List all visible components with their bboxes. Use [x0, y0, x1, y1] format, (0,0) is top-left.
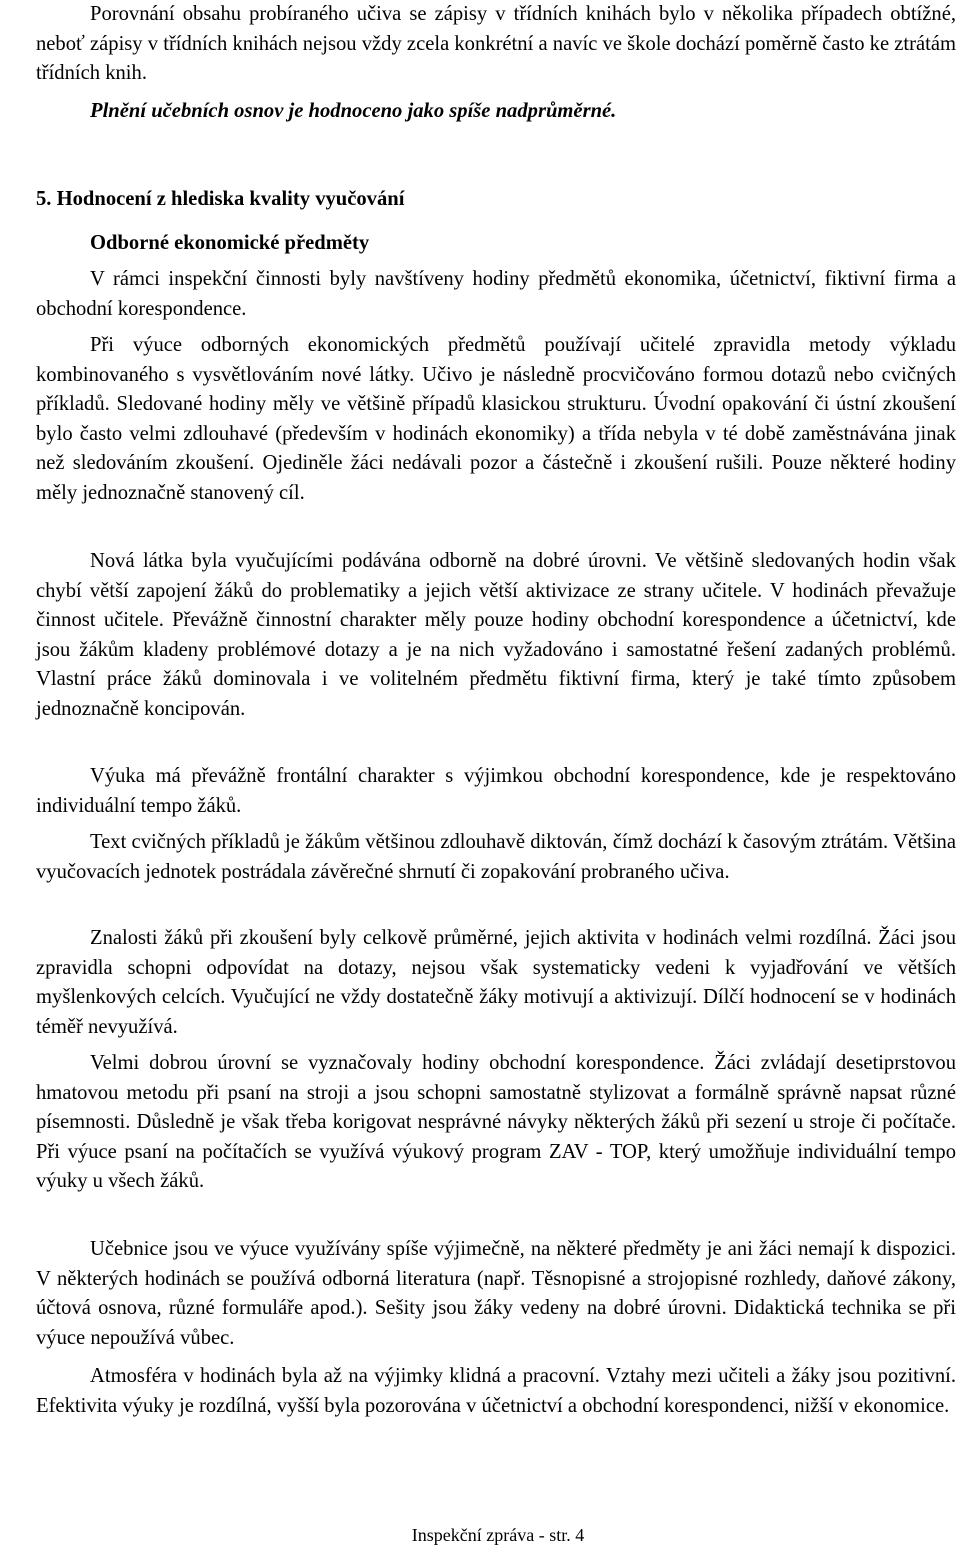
page-footer: Inspekční zpráva - str. 4 [411, 1525, 585, 1545]
teaching-methods-paragraph: Při výuce odborných ekonomických předmětů používají učitelé zpravidla metody výkladu kombinovaného s vysvětlováním nové látky. Učivo je následně procvičováno formou dotazů nebo cvičných příkladů. Sledované hodiny měly ve většině případů klasickou strukturu. Úvodní opakování či ústní zkoušení bylo často velmi zdlouhavé (především v hodinách ekonomiky) a třída nebyla v té době zaměstnávána jinak než sledováním zkoušení. Ojediněle žáci nedávali pozor a částečně i zkoušení rušili. Pouze některé hodiny měly jednoznačně stanovený cíl. [36, 334, 956, 504]
textbooks-paragraph: Učebnice jsou ve výuce využívány spíše výjimečně, na některé předměty je ani žáci nemají k dispozici. V některých hodinách se používá odborná literatura (např. Těsnopisné a strojopisné rozhledy, daňové zákony, účtová osnova, různé formuláře apod.). Sešity jsou žáky vedeny na dobré úrovni. Didaktická technika se při výuce nepoužívá vůbec. [36, 1238, 956, 1349]
atmosphere-paragraph: Atmosféra v hodinách byla až na výjimky klidná a pracovní. Vztahy mezi učiteli a žáky jsou pozitivní. Efektivita výuky je rozdílná, vyšší byla pozorována v účetnictví a obchodní korespondenci, nižší v ekonomice. [36, 1365, 956, 1417]
intro-paragraph: Porovnání obsahu probíraného učiva se zápisy v třídních knihách bylo v několika případech obtížné, neboť zápisy v třídních knihách nejsou vždy zcela konkrétní a navíc ve škole dochází poměrně často ke ztrátám třídních knih. [36, 3, 956, 85]
pupil-knowledge-paragraph: Znalosti žáků při zkoušení byly celkově průměrné, jejich aktivita v hodinách velmi rozdílná. Žáci jsou zpravidla schopni odpovídat na dotazy, nejsou však systematicky vedeni k vyjadřování ve větších myšlenkových celcích. Vyučující ne vždy dostatečně žáky motivují a aktivizují. Dílčí hodnocení se v hodinách téměř nevyužívá. [36, 927, 956, 1038]
exercise-dictation-paragraph: Text cvičných příkladů je žákům většinou zdlouhavě diktován, čímž dochází k časovým ztrátám. Většina vyučovacích jednotek postrádala závěrečné shrnutí či zopakování probraného učiva. [36, 831, 956, 883]
new-material-paragraph: Nová látka byla vyučujícími podávána odborně na dobré úrovni. Ve většině sledovaných hodin však chybí větší zapojení žáků do problematiky a jejich větší aktivizace ze strany učitele. V hodinách převažuje činnost učitele. Převážně činnostní charakter měly pouze hodiny obchodní korespondence a účetnictví, kde jsou žákům kladeny problémové dotazy a je na nich vyžadováno i samostatné řešení zadaných problémů. Vlastní práce žáků dominovala i ve volitelném předmětu fiktivní firma, který je také tímto způsobem jednoznačně koncipován. [36, 550, 956, 720]
section-heading: 5. Hodnocení z hlediska kvality vyučování [36, 188, 405, 210]
subsection-heading: Odborné ekonomické předměty [90, 232, 370, 254]
inspection-scope-paragraph: V rámci inspekční činnosti byly navštíveny hodiny předmětů ekonomika, účetnictví, fiktivní firma a obchodní korespondence. [36, 268, 956, 320]
correspondence-paragraph: Velmi dobrou úrovní se vyznačovaly hodiny obchodní korespondence. Žáci zvládají desetiprstovou hmatovou metodu při psaní na stroji a jsou schopni samostatně stylizovat a formálně správně napsat různé písemnosti. Důsledně je však třeba korigovat nesprávné návyky některých žáků při sezení u stroje či počítače. Při výuce psaní na počítačích se využívá výukový program ZAV - TOP, který umožňuje individuální tempo výuky u všech žáků. [36, 1052, 956, 1193]
curriculum-assessment: Plnění učebních osnov je hodnoceno jako spíše nadprůměrné. [90, 100, 617, 122]
frontal-teaching-paragraph: Výuka má převážně frontální charakter s výjimkou obchodní korespondence, kde je respektováno individuální tempo žáků. [36, 765, 956, 817]
